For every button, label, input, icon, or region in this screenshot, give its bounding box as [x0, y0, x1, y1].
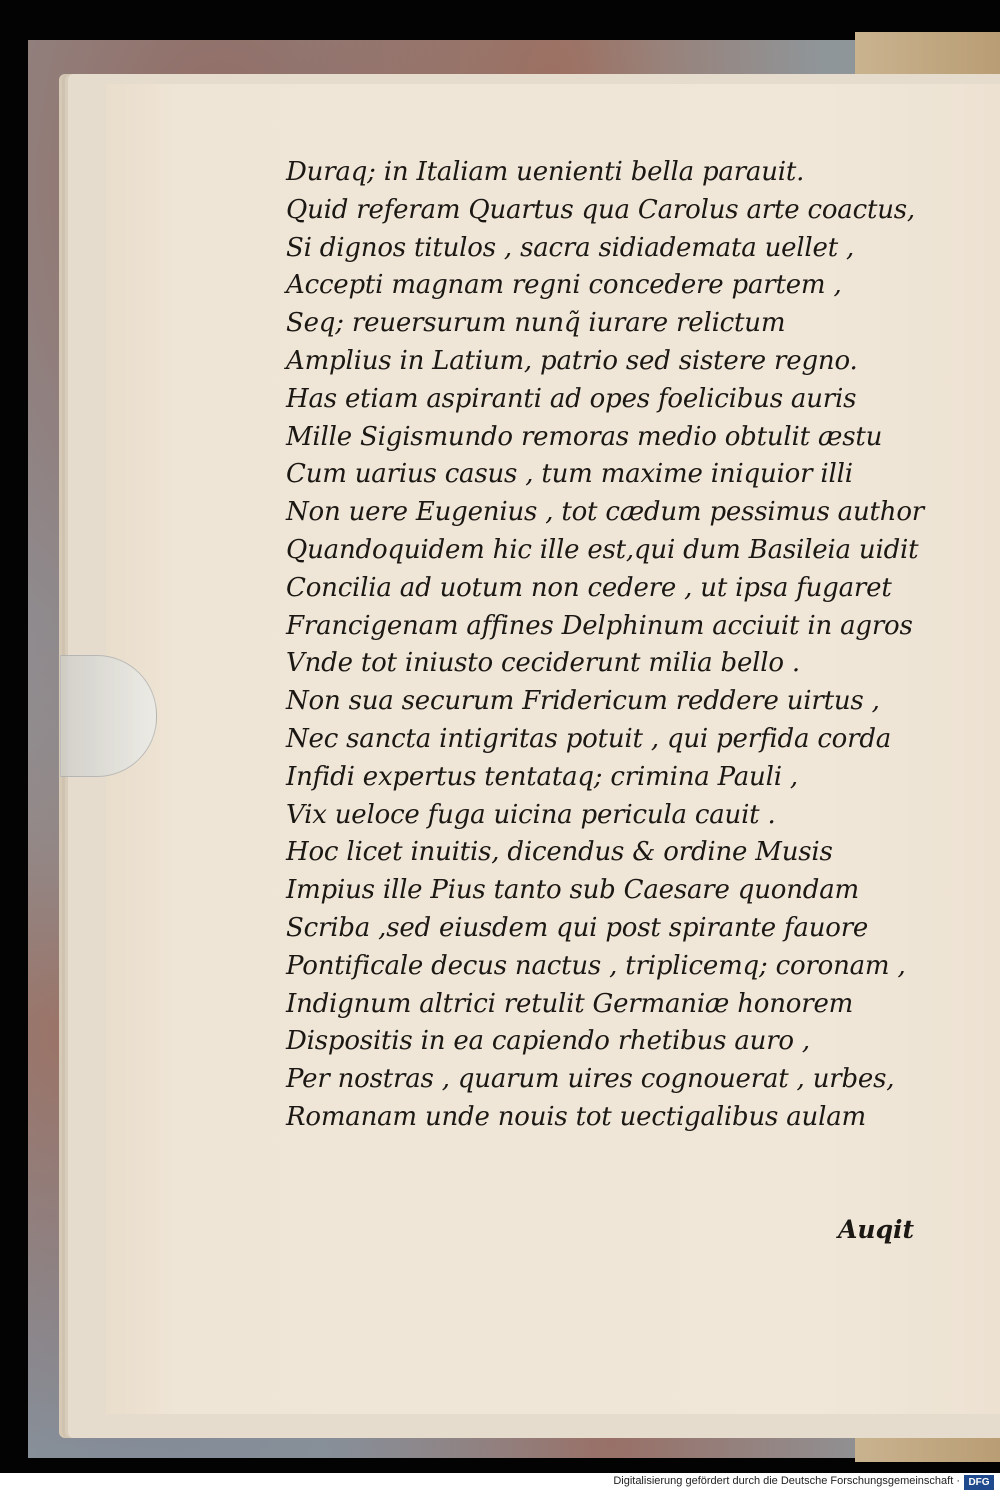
- verse-line: Pontificale decus nactus , triplicemq; coronam ,: [286, 950, 906, 981]
- verse-line: Per nostras , quarum uires cognouerat , urbes,: [286, 1064, 895, 1095]
- catchword: Auqit: [838, 1215, 915, 1244]
- verse-line: Dispositis in ea capiendo rhetibus auro ,: [286, 1026, 811, 1057]
- verse-line: Non uere Eugenius , tot cædum pessimus author: [286, 497, 925, 528]
- verse-line: Nec sancta intigritas potuit , qui perfida corda: [286, 723, 892, 754]
- verse-line: Seq; reuersurum nunq̃ iurare relictum: [286, 308, 786, 339]
- verse-line: Francigenam affines Delphinum acciuit in agros: [286, 610, 913, 641]
- verse-line: Accepti magnam regni concedere partem ,: [286, 270, 842, 301]
- verse-line: Vix ueloce fuga uicina pericula cauit .: [286, 799, 776, 830]
- verse-line: Amplius in Latium, patrio sed sistere regno.: [286, 345, 858, 376]
- dfg-logo: DFG: [964, 1475, 994, 1490]
- verse-text-block: [286, 154, 926, 1137]
- verse-line: Romanam unde nouis tot uectigalibus aulam: [286, 1101, 866, 1132]
- verse-line: Cum uarius casus , tum maxime iniquior illi: [286, 459, 853, 490]
- verse-line: Si dignos titulos , sacra sidiademata uellet ,: [286, 232, 855, 263]
- verse-line: Vnde tot iniusto ceciderunt milia bello .: [286, 648, 800, 679]
- verse-line: Quid referam Quartus qua Carolus arte coactus,: [286, 194, 915, 225]
- verse-line: Infidi expertus tentataq; crimina Pauli ,: [286, 761, 798, 792]
- verse-line: Quandoquidem hic ille est,qui dum Basileia uidit: [286, 534, 919, 565]
- verse-line: Indignum altrici retulit Germaniæ honorem: [286, 988, 854, 1019]
- verse-line: Impius ille Pius tanto sub Caesare quondam: [286, 875, 859, 906]
- footer-banner: [0, 1473, 1000, 1493]
- funding-credit: Digitalisierung gefördert durch die Deutsche Forschungsgemeinschaft ·: [613, 1475, 960, 1487]
- verse-line: Has etiam aspiranti ad opes foelicibus auris: [286, 383, 857, 414]
- verse-line: Non sua securum Fridericum reddere uirtus ,: [286, 686, 880, 717]
- verse-line: Duraq; in Italiam uenienti bella parauit.: [286, 157, 805, 187]
- verse-line: Hoc licet inuitis, dicendus & ordine Musis: [286, 837, 833, 868]
- verse-line: Concilia ad uotum non cedere , ut ipsa fugaret: [286, 572, 892, 603]
- verse-line: Mille Sigismundo remoras medio obtulit æstu: [286, 421, 883, 452]
- verse-line: Scriba ,sed eiusdem qui post spirante fauore: [286, 912, 869, 943]
